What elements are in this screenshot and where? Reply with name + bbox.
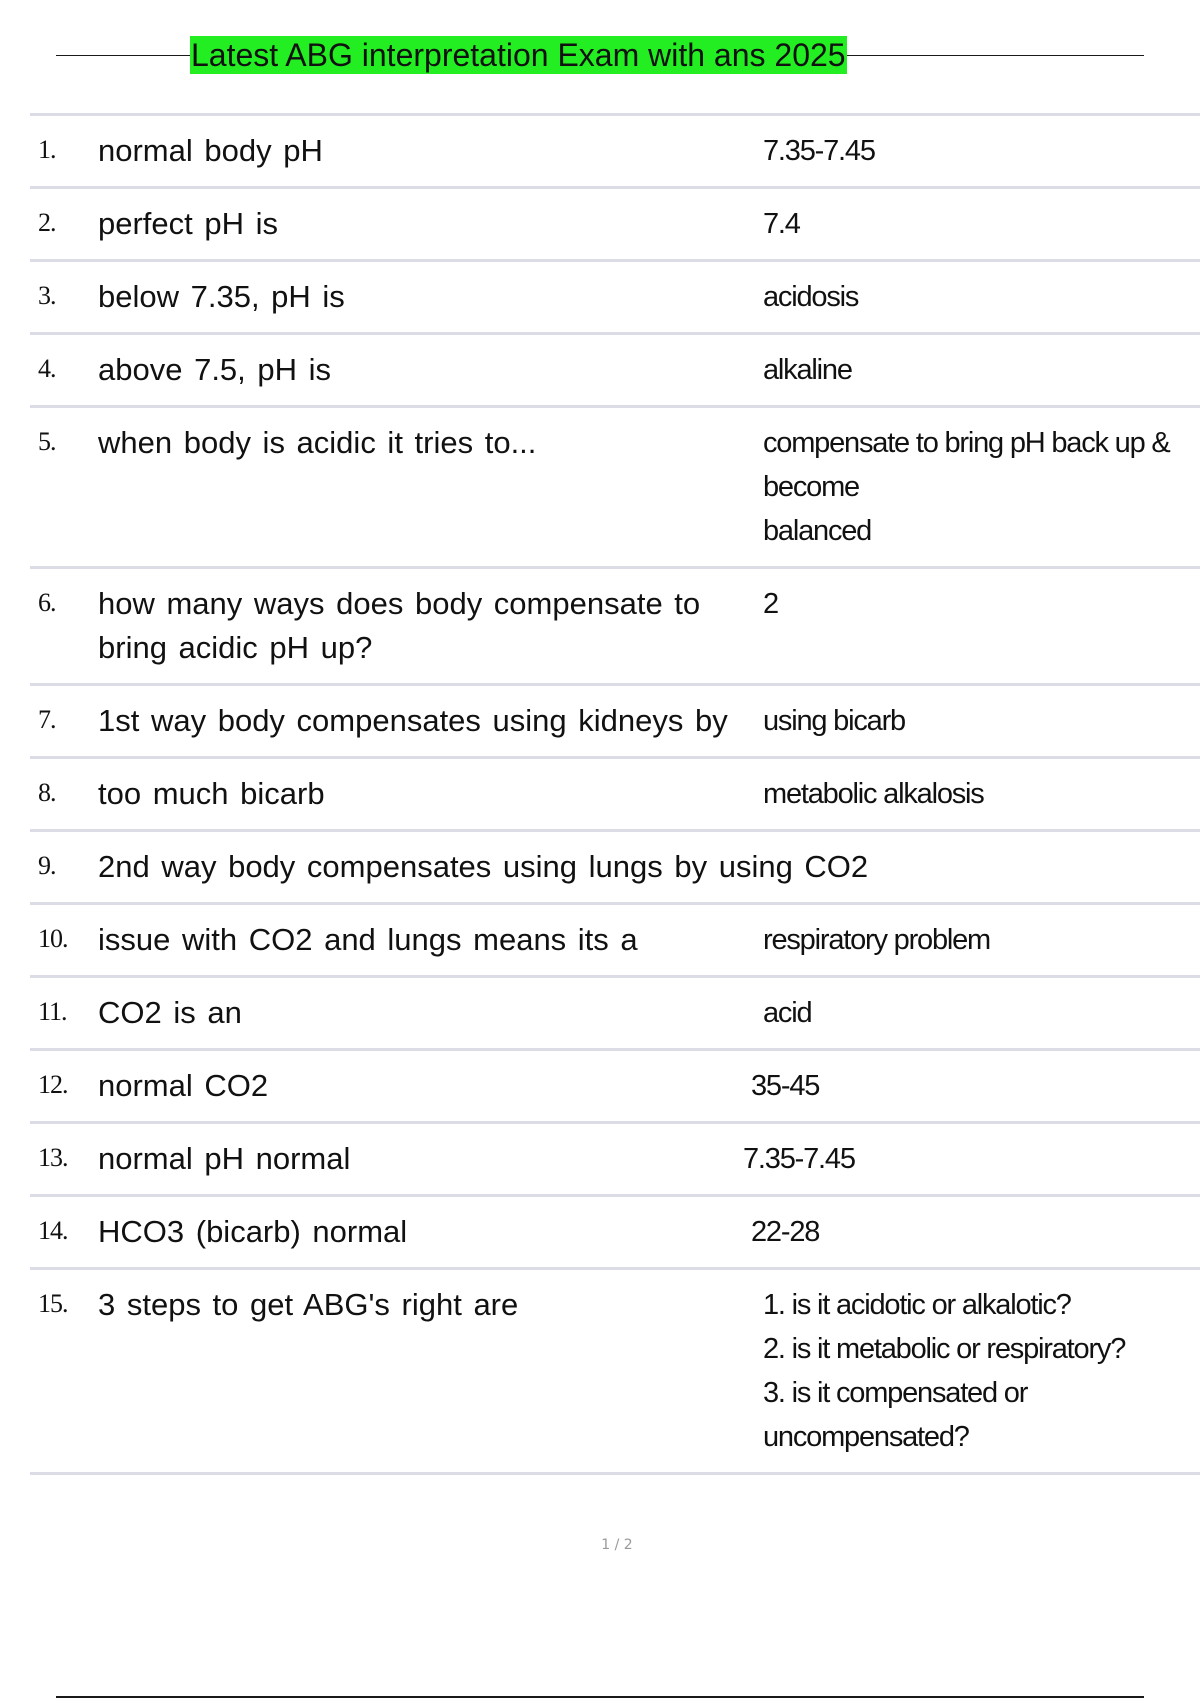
answer-line: compensate to bring pH back up & become [763,427,1170,503]
question-text: issue with CO2 and lungs means its a [98,904,757,977]
question-number: 15. [30,1269,98,1474]
answer-text [757,568,1200,685]
answer-text [751,1050,1200,1123]
answer-line: acid [763,997,812,1029]
question-text: when body is acidic it tries to... [98,407,757,568]
question-text: too much bicarb [98,758,757,831]
qa-row [30,334,1200,407]
question-text: HCO3 (bicarb) normal [98,1196,757,1269]
question-text: below 7.35, pH is [98,261,757,334]
question-number: 9. [30,831,98,904]
answer-text [757,758,1200,831]
answer-text [757,685,1200,758]
question-text: 2nd way body compensates using lungs by using CO2 [98,831,1200,904]
qa-row [30,407,1200,568]
answer-line: using bicarb [763,705,905,737]
question-text: 1st way body compensates using kidneys by [98,685,757,758]
qa-row [30,115,1200,188]
document-header [56,34,1144,76]
question-number: 11. [30,977,98,1050]
answer-line: 7.35-7.45 [763,135,875,167]
question-text: above 7.5, pH is [98,334,757,407]
answer-text [743,1123,1200,1196]
question-text: 3 steps to get ABG's right are [98,1269,757,1474]
question-number: 3. [30,261,98,334]
qa-row [30,831,1200,904]
qa-row [30,568,1200,685]
qa-row [30,1269,1200,1474]
answer-line: 2. is it metabolic or respiratory? [763,1333,1126,1365]
question-text: normal pH normal [98,1123,757,1196]
answer-line: acidosis [763,281,859,313]
question-number: 13. [30,1123,98,1196]
question-number: 6. [30,568,98,685]
answer-line: balanced [763,515,872,547]
question-text: normal CO2 [98,1050,757,1123]
answer-line: 7.4 [763,208,800,240]
qa-row [30,904,1200,977]
answer-text [757,407,1200,568]
question-number: 5. [30,407,98,568]
answer-line: 1. is it acidotic or alkalotic? [763,1289,1071,1321]
footer-rule [56,1696,1144,1698]
answer-text [757,904,1200,977]
question-number: 2. [30,188,98,261]
question-number: 8. [30,758,98,831]
question-text: CO2 is an [98,977,757,1050]
qa-table [30,113,1200,1475]
answer-text [757,977,1200,1050]
qa-row [30,758,1200,831]
question-number: 1. [30,115,98,188]
answer-text [757,188,1200,261]
answer-line: metabolic alkalosis [763,778,984,810]
answer-text [751,1196,1200,1269]
answer-line: 3. is it compensated or uncompensated? [763,1377,1028,1453]
question-number: 10. [30,904,98,977]
question-text: normal body pH [98,115,757,188]
qa-row [30,1050,1200,1123]
qa-row [30,977,1200,1050]
qa-row [30,1123,1200,1196]
qa-row [30,261,1200,334]
answer-text [757,261,1200,334]
question-number: 4. [30,334,98,407]
answer-line: respiratory problem [763,924,991,956]
qa-row [30,188,1200,261]
question-number: 14. [30,1196,98,1269]
question-number: 12. [30,1050,98,1123]
document-title: Latest ABG interpretation Exam with ans 2025 [191,37,846,73]
question-number: 7. [30,685,98,758]
question-text: perfect pH is [98,188,757,261]
answer-line: 2 [763,588,778,620]
qa-row [30,685,1200,758]
answer-line: 22-28 [751,1216,820,1248]
answer-line: 35-45 [751,1070,820,1102]
question-text: how many ways does body compensate to bring acidic pH up? [98,568,757,685]
qa-row [30,1196,1200,1269]
answer-text [757,115,1200,188]
qa-table-body [30,115,1200,1474]
answer-text [757,334,1200,407]
page-indicator: 1 / 2 [601,1537,633,1553]
answer-line: alkaline [763,354,852,386]
answer-line: 7.35-7.45 [743,1143,855,1175]
answer-text [757,1269,1200,1474]
